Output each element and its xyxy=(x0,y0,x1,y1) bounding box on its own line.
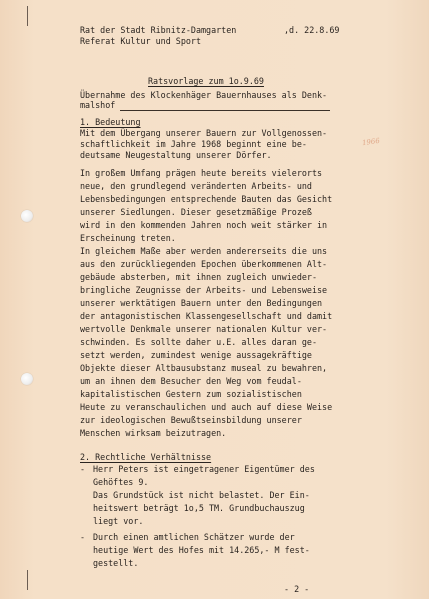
punch-hole-top xyxy=(21,210,33,222)
body-line: neue, den grundlegend veränderten Arbeits- und xyxy=(80,181,312,191)
body-line: In großem Umfang prägen heute bereits vielerorts xyxy=(80,168,323,178)
list-item-line: Gehöftes 9. xyxy=(93,477,149,487)
body-line: aus den zurückliegenden Epochen überkommenen Alt- xyxy=(80,259,328,269)
body-line: setzt werden, zumindest wenige aussagekräftige xyxy=(80,350,312,360)
list-item-line: heutige Wert des Hofes mit 14.265,- M fest- xyxy=(93,545,310,555)
section-1-heading: 1. Bedeutung xyxy=(80,117,141,127)
body-line: zur ideologischen Bewußtseinsbildung unserer xyxy=(80,415,302,425)
page-number: - 2 - xyxy=(284,584,310,594)
body-line: deutsame Neugestaltung unserer Dörfer. xyxy=(80,150,272,160)
list-item-line: gestellt. xyxy=(93,558,139,568)
organization-line-2: Referat Kultur und Sport xyxy=(80,36,202,46)
body-line: gebäude absterben, mit ihnen zugleich unwieder- xyxy=(80,272,317,282)
body-line: unserer werktätigen Bauern unter den Bedingungen xyxy=(80,298,323,308)
body-line: bringliche Zeugnisse der Arbeits- und Lebensweise xyxy=(80,285,328,295)
body-line: wertvolle Denkmale unserer nationalen Kultur ver- xyxy=(80,324,328,334)
body-line: der antagonistischen Klassengesellschaft und damit xyxy=(80,311,333,321)
document-date: ,d. 22.8.69 xyxy=(284,25,340,35)
body-line: In gleichem Maße aber werden andererseits die uns xyxy=(80,246,328,256)
list-item-line: Das Grundstück ist nicht belastet. Der Ein- xyxy=(93,490,310,500)
subject-line-2: malshof xyxy=(80,100,116,110)
list-bullet: - xyxy=(80,532,86,542)
body-line: schwinden. Es sollte daher u.E. alles daran ge- xyxy=(80,337,317,347)
subject-line-1: Übernahme des Klockenhäger Bauernhauses als Denk- xyxy=(80,90,328,100)
organization-line-1: Rat der Stadt Ribnitz-Damgarten xyxy=(80,25,237,35)
body-line: Menschen wirksam beizutragen. xyxy=(80,428,227,438)
list-item-line: heitswert beträgt 1o,5 TM. Grundbuchauszug xyxy=(93,503,305,513)
body-line: kapitalistischen Gestern zum sozialistischen xyxy=(80,389,302,399)
margin-pencil-note: 1966 xyxy=(361,136,381,148)
body-line: Objekte dieser Altbausubstanz museal zu bewahren, xyxy=(80,363,328,373)
body-line: Lebensbedingungen entsprechende Bauten das Gesicht xyxy=(80,194,333,204)
fold-mark-top xyxy=(27,6,28,26)
body-line: um an ihnen dem Besucher den Weg vom feudal- xyxy=(80,376,302,386)
subject-underline xyxy=(120,110,330,111)
body-line: schaftlichkeit im Jahre 1968 beginnt eine be- xyxy=(80,139,307,149)
fold-mark-bottom xyxy=(27,570,28,590)
section-2-heading: 2. Rechtliche Verhältnisse xyxy=(80,452,212,462)
list-item-line: Herr Peters ist eingetragener Eigentümer des xyxy=(93,464,315,474)
list-bullet: - xyxy=(80,464,86,474)
punch-hole-bottom xyxy=(21,373,33,385)
document-heading: Ratsvorlage zum 1o.9.69 xyxy=(148,76,264,86)
body-line: unserer Siedlungen. Dieser gesetzmäßige Prozeß xyxy=(80,207,312,217)
body-line: wird in den kommenden Jahren noch weit stärker in xyxy=(80,220,328,230)
body-line: Erscheinung treten. xyxy=(80,233,176,243)
list-item-line: liegt vor. xyxy=(93,516,144,526)
body-line: Heute zu veranschaulichen und auch auf diese Weise xyxy=(80,402,333,412)
body-line: Mit dem Übergang unserer Bauern zur Vollgenossen- xyxy=(80,128,328,138)
list-item-line: Durch einen amtlichen Schätzer wurde der xyxy=(93,532,295,542)
